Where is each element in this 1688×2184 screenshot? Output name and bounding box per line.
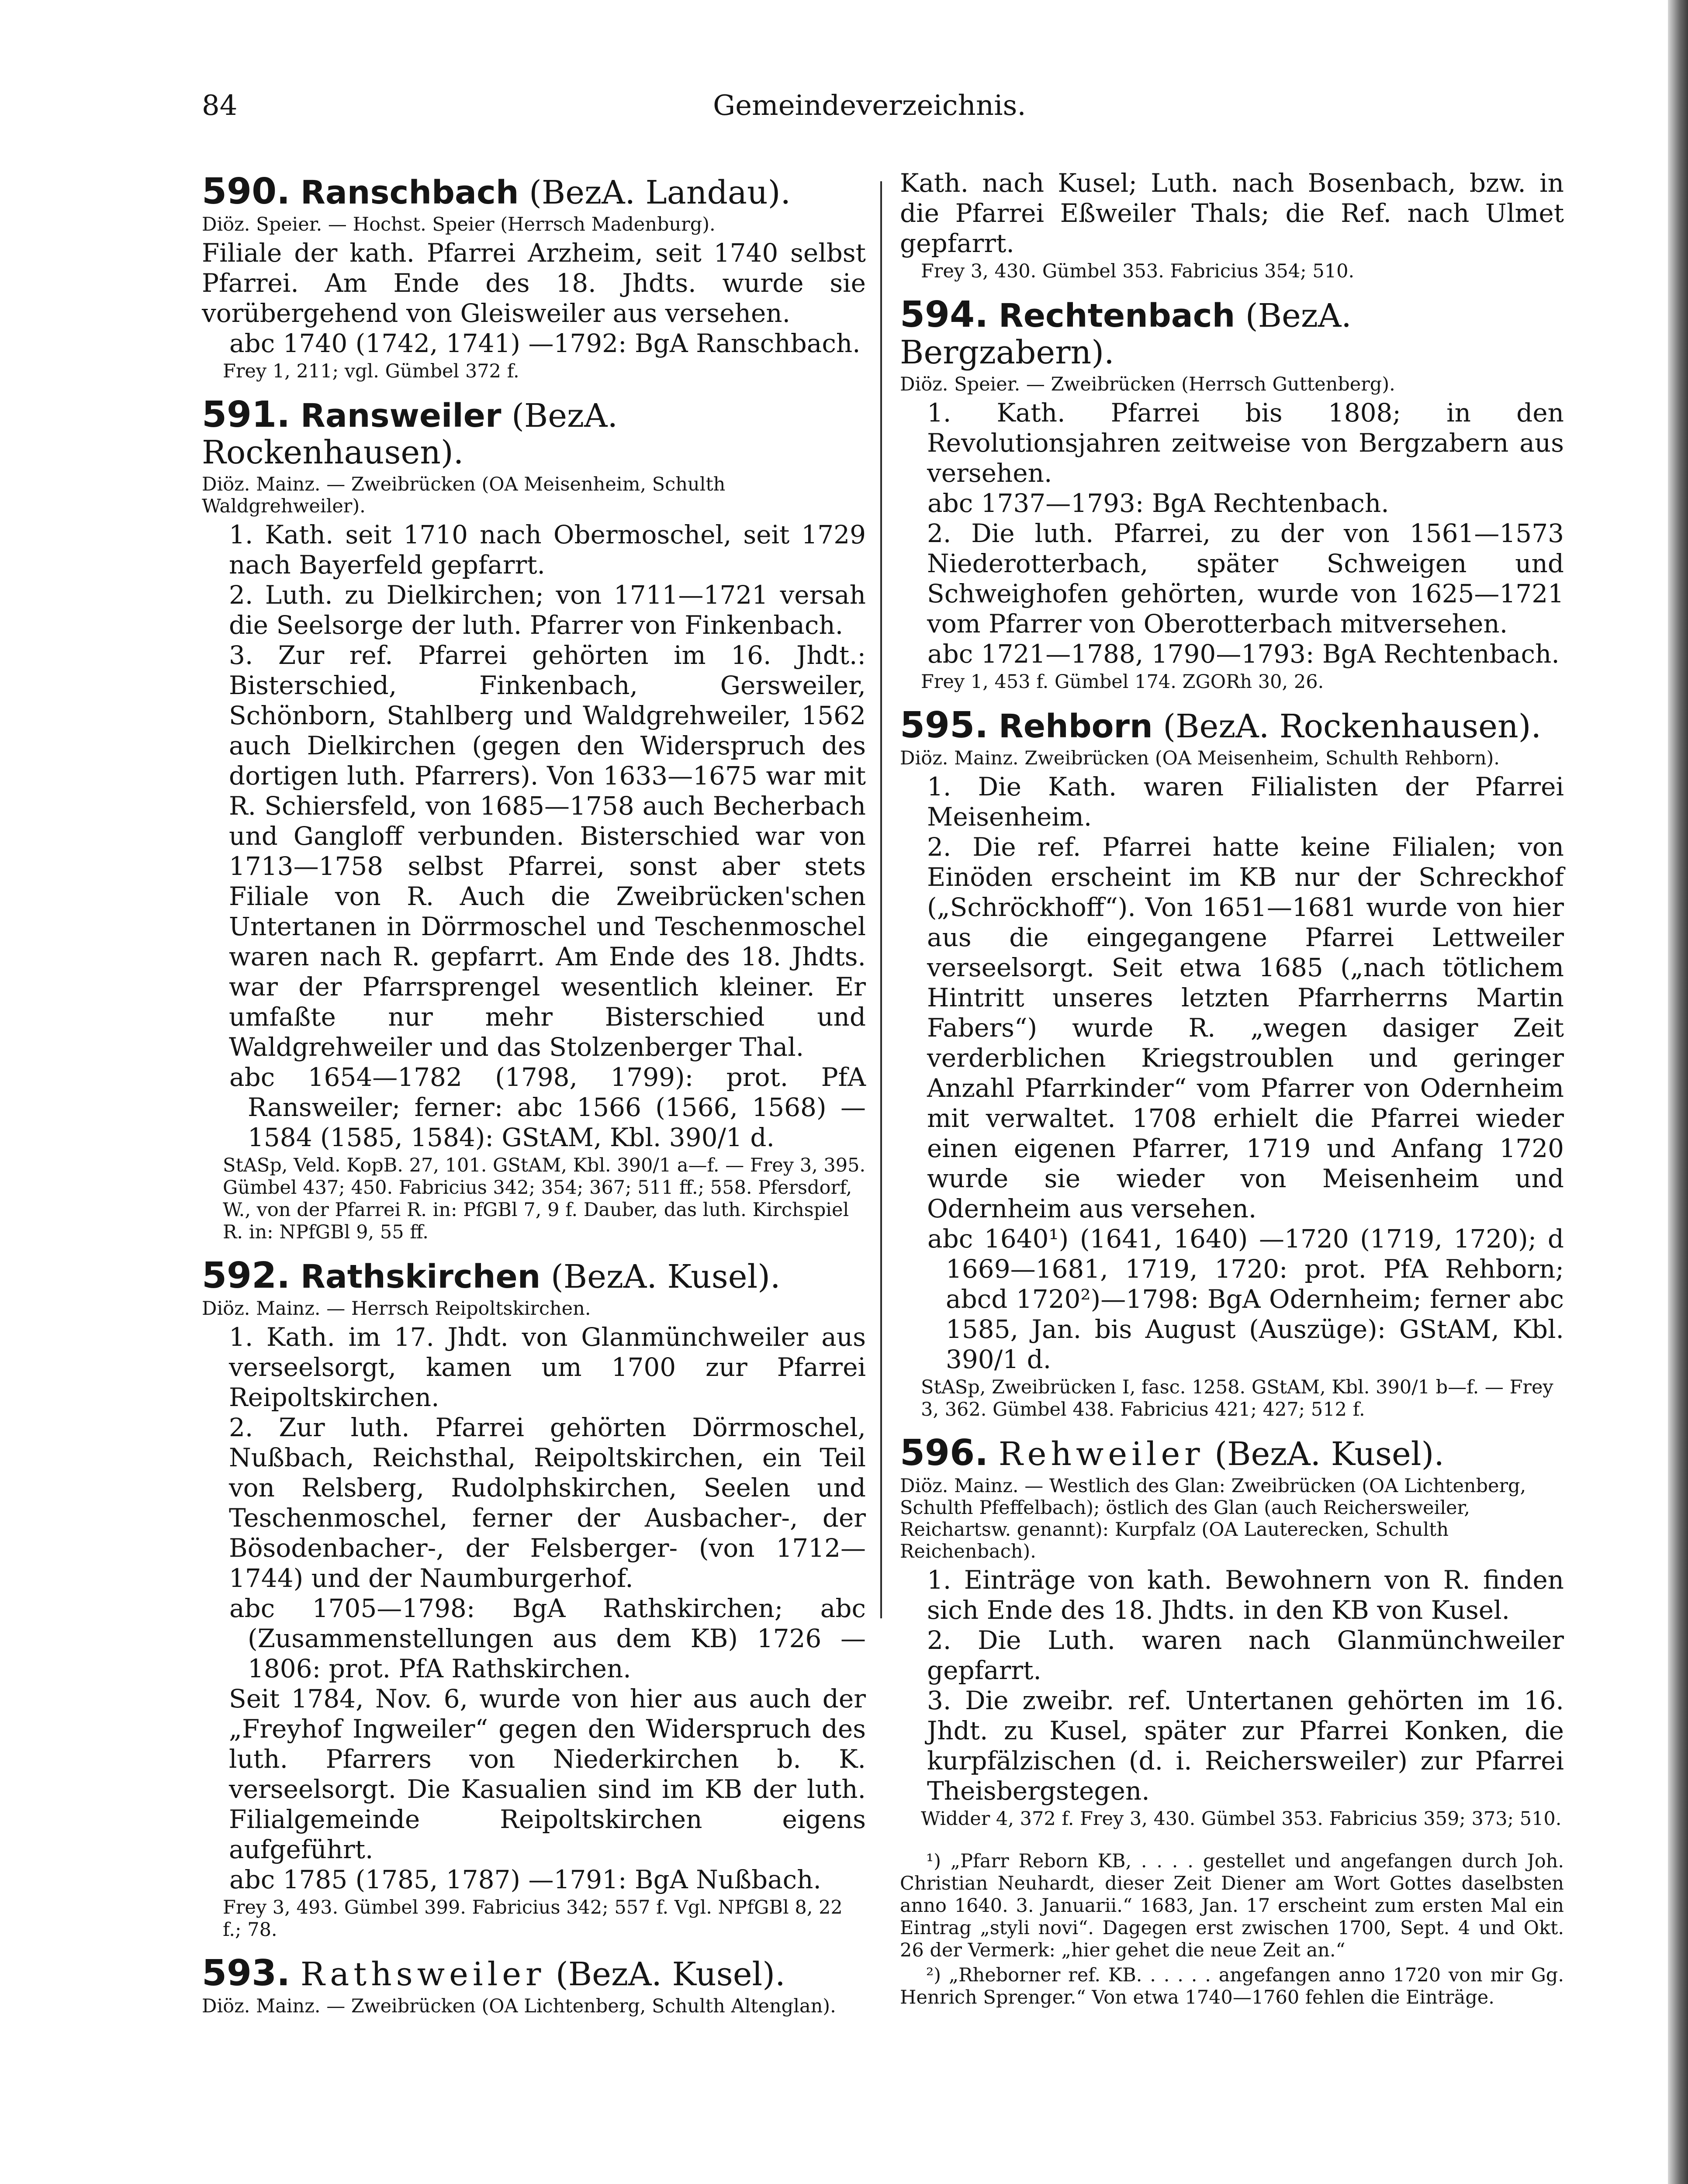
entry-name: Rehweiler — [998, 1435, 1204, 1473]
paragraph: abc 1654—1782 (1798, 1799): prot. PfA Ransweiler; ferner: abc 1566 (1566, 1568) —1584 (1585, 1584): GStAM, Kbl. 390/1 d. — [229, 1062, 866, 1152]
paragraph: 1. Einträge von kath. Bewohnern von R. finden sich Ende des 18. Jhdts. in den KB von Kusel. — [927, 1565, 1564, 1625]
paragraph: 3. Die zweibr. ref. Untertanen gehörten im 16. Jhdt. zu Kusel, später zur Pfarrei Konken, die kurpfälzischen (d. i. Reichersweiler) zur Pfarrei Theisbergstegen. — [927, 1686, 1564, 1806]
entry-name: Ranschbach — [300, 174, 519, 211]
entry-number: 596. — [900, 1432, 989, 1474]
entry-name: Rathskirchen — [300, 1258, 541, 1296]
paragraph: 1. Kath. im 17. Jhdt. von Glanmünchweiler aus verseelsorgt, kamen um 1700 zur Pfarrei Reipoltskirchen. — [229, 1322, 866, 1412]
source-references: Frey 1, 211; vgl. Gümbel 372 f. — [223, 360, 519, 382]
paragraph: 3. Zur ref. Pfarrei gehörten im 16. Jhdt.: Bisterschied, Finkenbach, Gersweiler, Schönborn, Stahlberg und Waldgrehweiler, 1562 auch Dielkirchen (gegen den Widerspruch des dortigen luth. Pfarrers). Von 1633—1675 war mit R. Schiersfeld, von 1685—1758 auch Becherbach und Gangloff verbunden. Bisterschied war von 1713—1758 selbst Pfarrei, sonst aber stets Filiale von R. Auch die Zweibrücken'schen Untertanen in Dörrmoschel und Teschenmoschel waren nach R. gepfarrt. Am Ende des 18. Jhdts. war der Pfarrsprengel wesentlich kleiner. Er umfaßte nur mehr Bisterschied und Waldgrehweiler und das Stolzenberger Thal. — [229, 640, 866, 1062]
entry-593-continued — [900, 168, 1564, 283]
entry-593 — [202, 1952, 866, 2017]
entry-name: Rehborn — [998, 708, 1153, 745]
entry-591 — [202, 394, 866, 1244]
diocese-line: Diöz. Speier. — Zweibrücken (Herrsch Guttenberg). — [900, 373, 1395, 395]
running-title: Gemeindeverzeichnis. — [713, 90, 1026, 122]
entry-595 — [900, 707, 1564, 1421]
entry-592 — [202, 1255, 866, 1941]
entry-district: (BezA. Rockenhausen). — [1152, 708, 1542, 745]
entry-district: (BezA. Kusel). — [545, 1956, 785, 1993]
footnotes — [900, 1850, 1564, 2009]
paragraph: Filiale der kath. Pfarrei Arzheim, seit 1740 selbst Pfarrei. Am Ende des 18. Jhdts. wurde sie vorübergehend von Gleisweiler aus versehen. — [202, 238, 866, 328]
paragraph: abc 1705—1798: BgA Rathskirchen; abc (Zusammenstellungen aus dem KB) 1726 —1806: prot. PfA Rathskirchen. — [229, 1593, 866, 1683]
paragraph: abc 1737—1793: BgA Rechtenbach. — [927, 488, 1389, 518]
source-references: Widder 4, 372 f. Frey 3, 430. Gümbel 353. Fabricius 359; 373; 510. — [921, 1808, 1562, 1830]
entry-594 — [900, 294, 1564, 693]
paragraph: 1. Kath. seit 1710 nach Obermoschel, seit 1729 nach Bayerfeld gepfarrt. — [229, 520, 866, 580]
diocese-line: Diöz. Mainz. — Herrsch Reipoltskirchen. — [202, 1298, 591, 1320]
paragraph: 2. Die ref. Pfarrei hatte keine Filialen; von Einöden erscheint im KB nur der Schreckhof („Schröckhoff“). Von 1651—1681 wurde von hier aus die eingegangene Pfarrei Lettweiler verseelsorgt. Seit etwa 1685 („nach tötlichem Hintritt unseres letzten Pfarrherrns Martin Fabers“) wurde R. „wegen dasiger Zeit verderblichen Kriegstroublen und geringer Anzahl Pfarrkinder“ vom Pfarrer von Odernheim mit verwaltet. 1708 erhielt die Pfarrei wieder einen eigenen Pfarrer, 1719 und Anfang 1720 wurde sie wieder von Meisenheim und Odernheim aus versehen. — [927, 832, 1564, 1223]
source-references: StASp, Zweibrücken I, fasc. 1258. GStAM, Kbl. 390/1 b—f. — Frey 3, 362. Gümbel 438. Fabricius 421; 427; 512 f. — [921, 1376, 1553, 1420]
paragraph: abc 1785 (1785, 1787) —1791: BgA Nußbach. — [229, 1865, 821, 1894]
page-number: 84 — [202, 90, 238, 122]
paragraph: abc 1721—1788, 1790—1793: BgA Rechtenbach. — [927, 639, 1560, 669]
paragraph: 1. Kath. Pfarrei bis 1808; in den Revolutionsjahren zeitweise von Bergzabern aus versehen. — [927, 398, 1564, 488]
entry-district: (BezA. Kusel). — [540, 1258, 781, 1296]
source-references: Frey 3, 493. Gümbel 399. Fabricius 342; 557 f. Vgl. NPfGBl 8, 22 f.; 78. — [223, 1897, 843, 1941]
entry-number: 593. — [202, 1952, 291, 1994]
entry-number: 592. — [202, 1255, 291, 1296]
paragraph: 1. Die Kath. waren Filialisten der Pfarrei Meisenheim. — [927, 772, 1564, 832]
paragraph: 2. Die Luth. waren nach Glanmünchweiler gepfarrt. — [927, 1625, 1564, 1685]
source-references: Frey 1, 453 f. Gümbel 174. ZGORh 30, 26. — [921, 671, 1324, 693]
footnote-2: ²) „Rheborner ref. KB. . . . . . angefangen anno 1720 von mir Gg. Henrich Sprenger.“ Von etwa 1740—1760 fehlen die Einträge. — [900, 1964, 1564, 2008]
footnote-1: ¹) „Pfarr Reborn KB, . . . . gestellet und angefangen durch Joh. Christian Neuhardt, dieser Zeit Diener am Wort Gottes daselbsten anno 1640. 3. Januarii.“ 1683, Jan. 17 erscheint zum ersten Mal ein Eintrag „styli novi“. Dagegen erst zwischen 1700, Sept. 4 und Okt. 26 der Vermerk: „hier gehet die neue Zeit an.“ — [900, 1850, 1564, 1961]
entry-name: Ransweiler — [300, 397, 502, 435]
diocese-line: Diöz. Mainz. — Zweibrücken (OA Meisenheim, Schulth Waldgrehweiler). — [202, 473, 726, 517]
entry-district: (BezA. Landau). — [519, 174, 791, 211]
paragraph: Kath. nach Kusel; Luth. nach Bosenbach, bzw. in die Pfarrei Eßweiler Thals; die Ref. nach Ulmet gepfarrt. — [900, 168, 1564, 258]
entry-title — [900, 294, 1564, 371]
entry-district: (BezA. Bergzabern). — [900, 297, 1352, 371]
left-column — [202, 168, 866, 2031]
entry-title — [202, 173, 866, 211]
paragraph: abc 1640¹) (1641, 1640) —1720 (1719, 1720); d 1669—1681, 1719, 1720: prot. PfA Rehborn; abcd 1720²)—1798: BgA Odernheim; ferner abc 1585, Jan. bis August (Auszüge): GStAM, Kbl. 390/1 d. — [927, 1224, 1564, 1374]
diocese-line: Diöz. Speier. — Hochst. Speier (Herrsch Madenburg). — [202, 214, 716, 235]
column-divider — [880, 181, 882, 1618]
entry-590 — [202, 173, 866, 383]
paragraph: 2. Luth. zu Dielkirchen; von 1711—1721 versah die Seelsorge der luth. Pfarrer von Finkenbach. — [229, 580, 866, 640]
entry-title — [202, 1952, 866, 1994]
diocese-line: Diöz. Mainz. Zweibrücken (OA Meisenheim, Schulth Rehborn). — [900, 747, 1500, 769]
entry-name: Rechtenbach — [998, 297, 1235, 335]
entry-596 — [900, 1432, 1564, 1830]
page-header — [202, 90, 1477, 129]
entry-title — [900, 1432, 1564, 1474]
page-edge-shadow — [1668, 0, 1688, 2184]
diocese-line: Diöz. Mainz. — Westlich des Glan: Zweibrücken (OA Lichtenberg, Schulth Pfeffelbach); östlich des Glan (auch Reichersweiler, Reichartsw. genannt): Kurpfalz (OA Lauterecken, Schulth Reichenbach). — [900, 1475, 1526, 1562]
entry-title — [202, 394, 866, 471]
paragraph: 2. Zur luth. Pfarrei gehörten Dörrmoschel, Nußbach, Reichsthal, Reipoltskirchen, ein Teil von Relsberg, Rudolphskirchen, Seelen und Teschenmoschel, ferner der Ausbacher-, der Bösodenbacher-, der Felsberger- (von 1712—1744) und der Naumburgerhof. — [229, 1413, 866, 1593]
entry-name: Rathsweiler — [300, 1956, 546, 1993]
right-column — [900, 168, 1564, 2011]
source-references: Frey 3, 430. Gümbel 353. Fabricius 354; 510. — [921, 260, 1355, 282]
entry-title — [900, 707, 1564, 745]
diocese-line: Diöz. Mainz. — Zweibrücken (OA Lichtenberg, Schulth Altenglan). — [202, 1995, 836, 2017]
entry-number: 594. — [900, 294, 989, 335]
paragraph: abc 1740 (1742, 1741) —1792: BgA Ranschbach. — [229, 328, 861, 358]
entry-title — [202, 1255, 866, 1296]
source-references: StASp, Veld. KopB. 27, 101. GStAM, Kbl. 390/1 a—f. — Frey 3, 395. Gümbel 437; 450. Fabricius 342; 354; 367; 511 ff.; 558. Pfersdorf, W., von der Pfarrei R. in: PfGBl 7, 9 f. Dauber, das luth. Kirchspiel R. in: NPfGBl 9, 55 ff. — [223, 1154, 866, 1243]
entry-number: 595. — [900, 705, 989, 746]
paragraph: 2. Die luth. Pfarrei, zu der von 1561—1573 Niederotterbach, später Schweigen und Schweighofen gehörten, wurde von 1625—1721 vom Pfarrer von Oberotterbach mitversehen. — [927, 518, 1564, 639]
entry-district: (BezA. Kusel). — [1204, 1435, 1444, 1473]
entry-district: (BezA. Rockenhausen). — [202, 397, 618, 471]
entry-number: 590. — [202, 171, 291, 212]
paragraph: Seit 1784, Nov. 6, wurde von hier aus auch der „Freyhof Ingweiler“ gegen den Widerspruch des luth. Pfarrers von Niederkirchen b. K. verseelsorgt. Die Kasualien sind im KB der luth. Filialgemeinde Reipoltskirchen eigens aufgeführt. — [229, 1684, 866, 1864]
entry-number: 591. — [202, 394, 291, 435]
